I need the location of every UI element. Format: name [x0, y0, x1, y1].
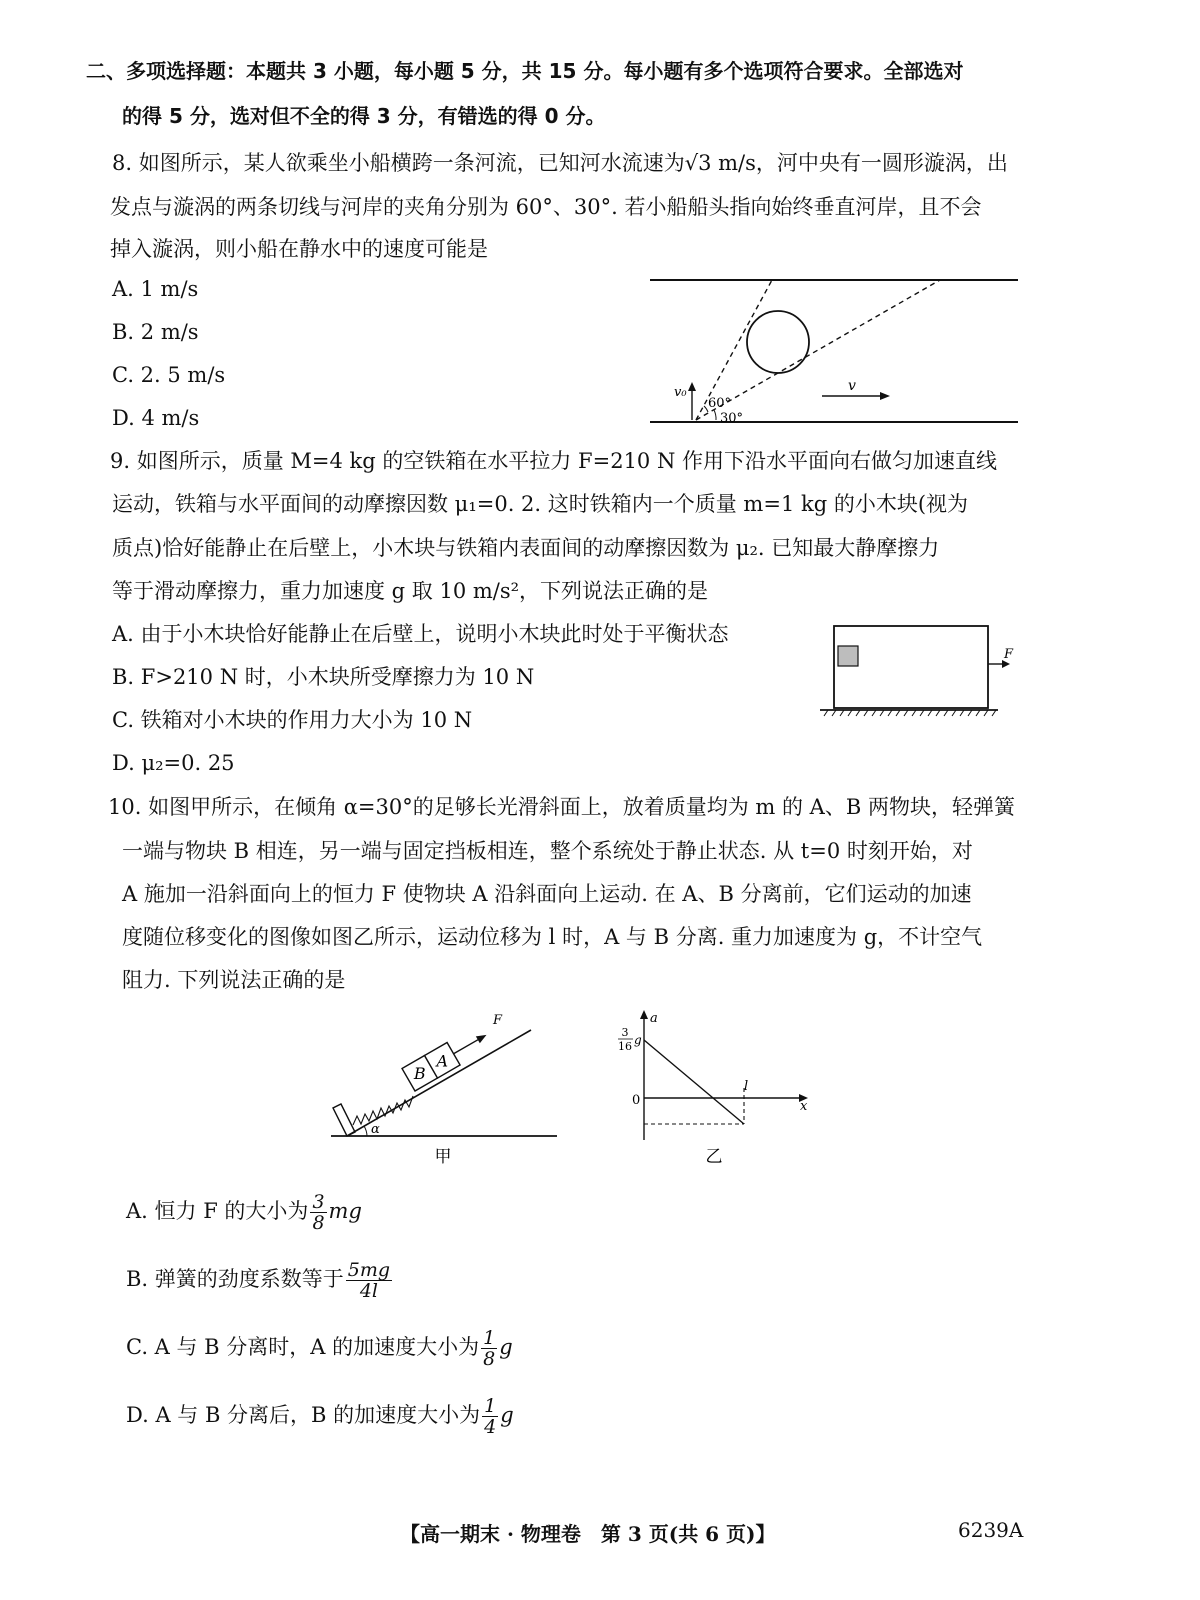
- q9-option-c[interactable]: C. 铁箱对小木块的作用力大小为 10 N: [112, 708, 473, 732]
- q9-stem-line3: 质点)恰好能静止在后壁上，小木块与铁箱内表面间的动摩擦因数为 μ₂. 已知最大静摩擦力: [112, 536, 940, 560]
- q8-stem-line2: 发点与漩涡的两条切线与河岸的夹角分别为 60°、30°. 若小船船头指向始终垂直河岸，且不会: [110, 195, 982, 219]
- q10-option-d-suffix: g: [500, 1403, 514, 1427]
- q10-option-c[interactable]: [126, 1326, 513, 1369]
- q10-option-c-den: 8: [483, 1348, 496, 1370]
- q9-option-a[interactable]: A. 由于小木块恰好能静止在后壁上，说明小木块此时处于平衡状态: [112, 622, 729, 646]
- q10-fig-jia-caption: 甲: [434, 1147, 452, 1167]
- q10-option-c-suffix: g: [499, 1335, 513, 1359]
- q8-v0-label: v₀: [674, 385, 687, 400]
- q10-stem-line1: 10. 如图甲所示，在倾角 α=30°的足够长光滑斜面上，放着质量均为 m 的 A、B 两物块，轻弹簧: [108, 795, 1015, 819]
- q10-option-b-prefix: B. 弹簧的劲度系数等于: [126, 1267, 344, 1291]
- q10-option-a-fraction: [310, 1192, 326, 1233]
- q9-stem-line2: 运动，铁箱与水平面间的动摩擦因数 μ₁=0. 2. 这时铁箱内一个质量 m=1 kg 的小木块(视为: [112, 492, 969, 516]
- q10-stem-line2: 一端与物块 B 相连，另一端与固定挡板相连，整个系统处于静止状态. 从 t=0 时刻开始，对: [122, 839, 973, 863]
- q10-graph-y-num: 3: [621, 1026, 629, 1039]
- q10-graph-line: [644, 1040, 744, 1124]
- page-footer: 【高一期末 · 物理卷 第 3 页(共 6 页)】: [400, 1522, 776, 1546]
- q9-stem-line4: 等于滑动摩擦力，重力加速度 g 取 10 m/s²，下列说法正确的是: [112, 579, 709, 603]
- q10-option-c-prefix: C. A 与 B 分离时，A 的加速度大小为: [126, 1335, 480, 1359]
- q10-option-c-num: 1: [483, 1327, 496, 1349]
- q10-option-d-prefix: D. A 与 B 分离后，B 的加速度大小为: [126, 1403, 481, 1427]
- q10-option-a-prefix: A. 恒力 F 的大小为: [126, 1199, 309, 1223]
- q10-option-c-fraction: [481, 1328, 497, 1369]
- section-header-line2: 的得 5 分，选对但不全的得 3 分，有错选的得 0 分。: [122, 104, 606, 128]
- paper-code: 6239A: [958, 1518, 1024, 1542]
- q10-option-b-den: 4l: [359, 1280, 379, 1302]
- q10-graph-origin: 0: [632, 1093, 641, 1108]
- q10-graph-figure: [610, 1008, 820, 1168]
- q10-option-d[interactable]: [126, 1394, 514, 1437]
- q8-river-figure: [650, 270, 1020, 430]
- q8-option-b[interactable]: B. 2 m/s: [112, 320, 199, 344]
- q10-option-a[interactable]: [126, 1190, 362, 1233]
- q10-graph-y-unit: g: [634, 1033, 642, 1047]
- q8-option-c[interactable]: C. 2. 5 m/s: [112, 363, 226, 387]
- q10-option-d-fraction: [482, 1396, 498, 1437]
- q8-option-a[interactable]: A. 1 m/s: [112, 277, 199, 301]
- q9-force-label: F: [1004, 647, 1014, 662]
- q8-option-d[interactable]: D. 4 m/s: [112, 406, 200, 430]
- q10-stem-line5: 阻力. 下列说法正确的是: [122, 968, 346, 992]
- q10-option-a-suffix: mg: [328, 1199, 362, 1223]
- q10-graph-x-axis-label: x: [800, 1099, 808, 1114]
- q10-block-a-label: A: [436, 1051, 449, 1071]
- q10-incline-figure: [325, 1008, 565, 1168]
- q10-option-d-den: 4: [484, 1416, 497, 1438]
- q10-option-b-fraction: [346, 1260, 392, 1301]
- q9-stem-line1: 9. 如图所示，质量 M=4 kg 的空铁箱在水平拉力 F=210 N 作用下沿水平面向右做匀加速直线: [110, 449, 998, 473]
- section-header-line1: 二、多项选择题：本题共 3 小题，每小题 5 分，共 15 分。每小题有多个选项符合要求。全部选对: [86, 59, 964, 83]
- q10-alpha-label: α: [371, 1122, 380, 1137]
- q10-graph-y-axis-label: a: [650, 1011, 658, 1026]
- q10-block-b-label: B: [413, 1064, 426, 1084]
- q9-iron-box-figure: [818, 620, 1014, 720]
- q10-option-b[interactable]: [126, 1258, 394, 1301]
- q10-graph-y-den: 16: [618, 1040, 632, 1053]
- q9-option-b[interactable]: B. F>210 N 时，小木块所受摩擦力为 10 N: [112, 665, 535, 689]
- q10-fig-yi-caption: 乙: [705, 1147, 723, 1167]
- q8-stem-line1: 8. 如图所示，某人欲乘坐小船横跨一条河流，已知河水流速为√3 m/s，河中央有一圆形漩涡，出: [112, 151, 1008, 175]
- q10-option-d-num: 1: [484, 1395, 497, 1417]
- q10-graph-l-label: l: [744, 1079, 749, 1094]
- q10-stem-line4: 度随位移变化的图像如图乙所示，运动位移为 l 时，A 与 B 分离. 重力加速度为 g，不计空气: [122, 925, 983, 949]
- q8-stem-line3: 掉入漩涡，则小船在静水中的速度可能是: [110, 237, 488, 261]
- q10-force-label: F: [493, 1013, 503, 1028]
- q8-v-label: v: [848, 378, 856, 394]
- q10-option-a-den: 8: [312, 1212, 325, 1234]
- q9-option-d[interactable]: D. μ₂=0. 25: [112, 751, 235, 775]
- q10-option-a-num: 3: [312, 1191, 325, 1213]
- q10-option-b-num: 5mg: [347, 1259, 391, 1281]
- q10-stem-line3: A 施加一沿斜面向上的恒力 F 使物块 A 沿斜面向上运动. 在 A、B 分离前，它们运动的加速: [122, 882, 972, 906]
- q8-angle60: 60°: [708, 396, 732, 411]
- q8-angle30: 30°: [720, 411, 744, 426]
